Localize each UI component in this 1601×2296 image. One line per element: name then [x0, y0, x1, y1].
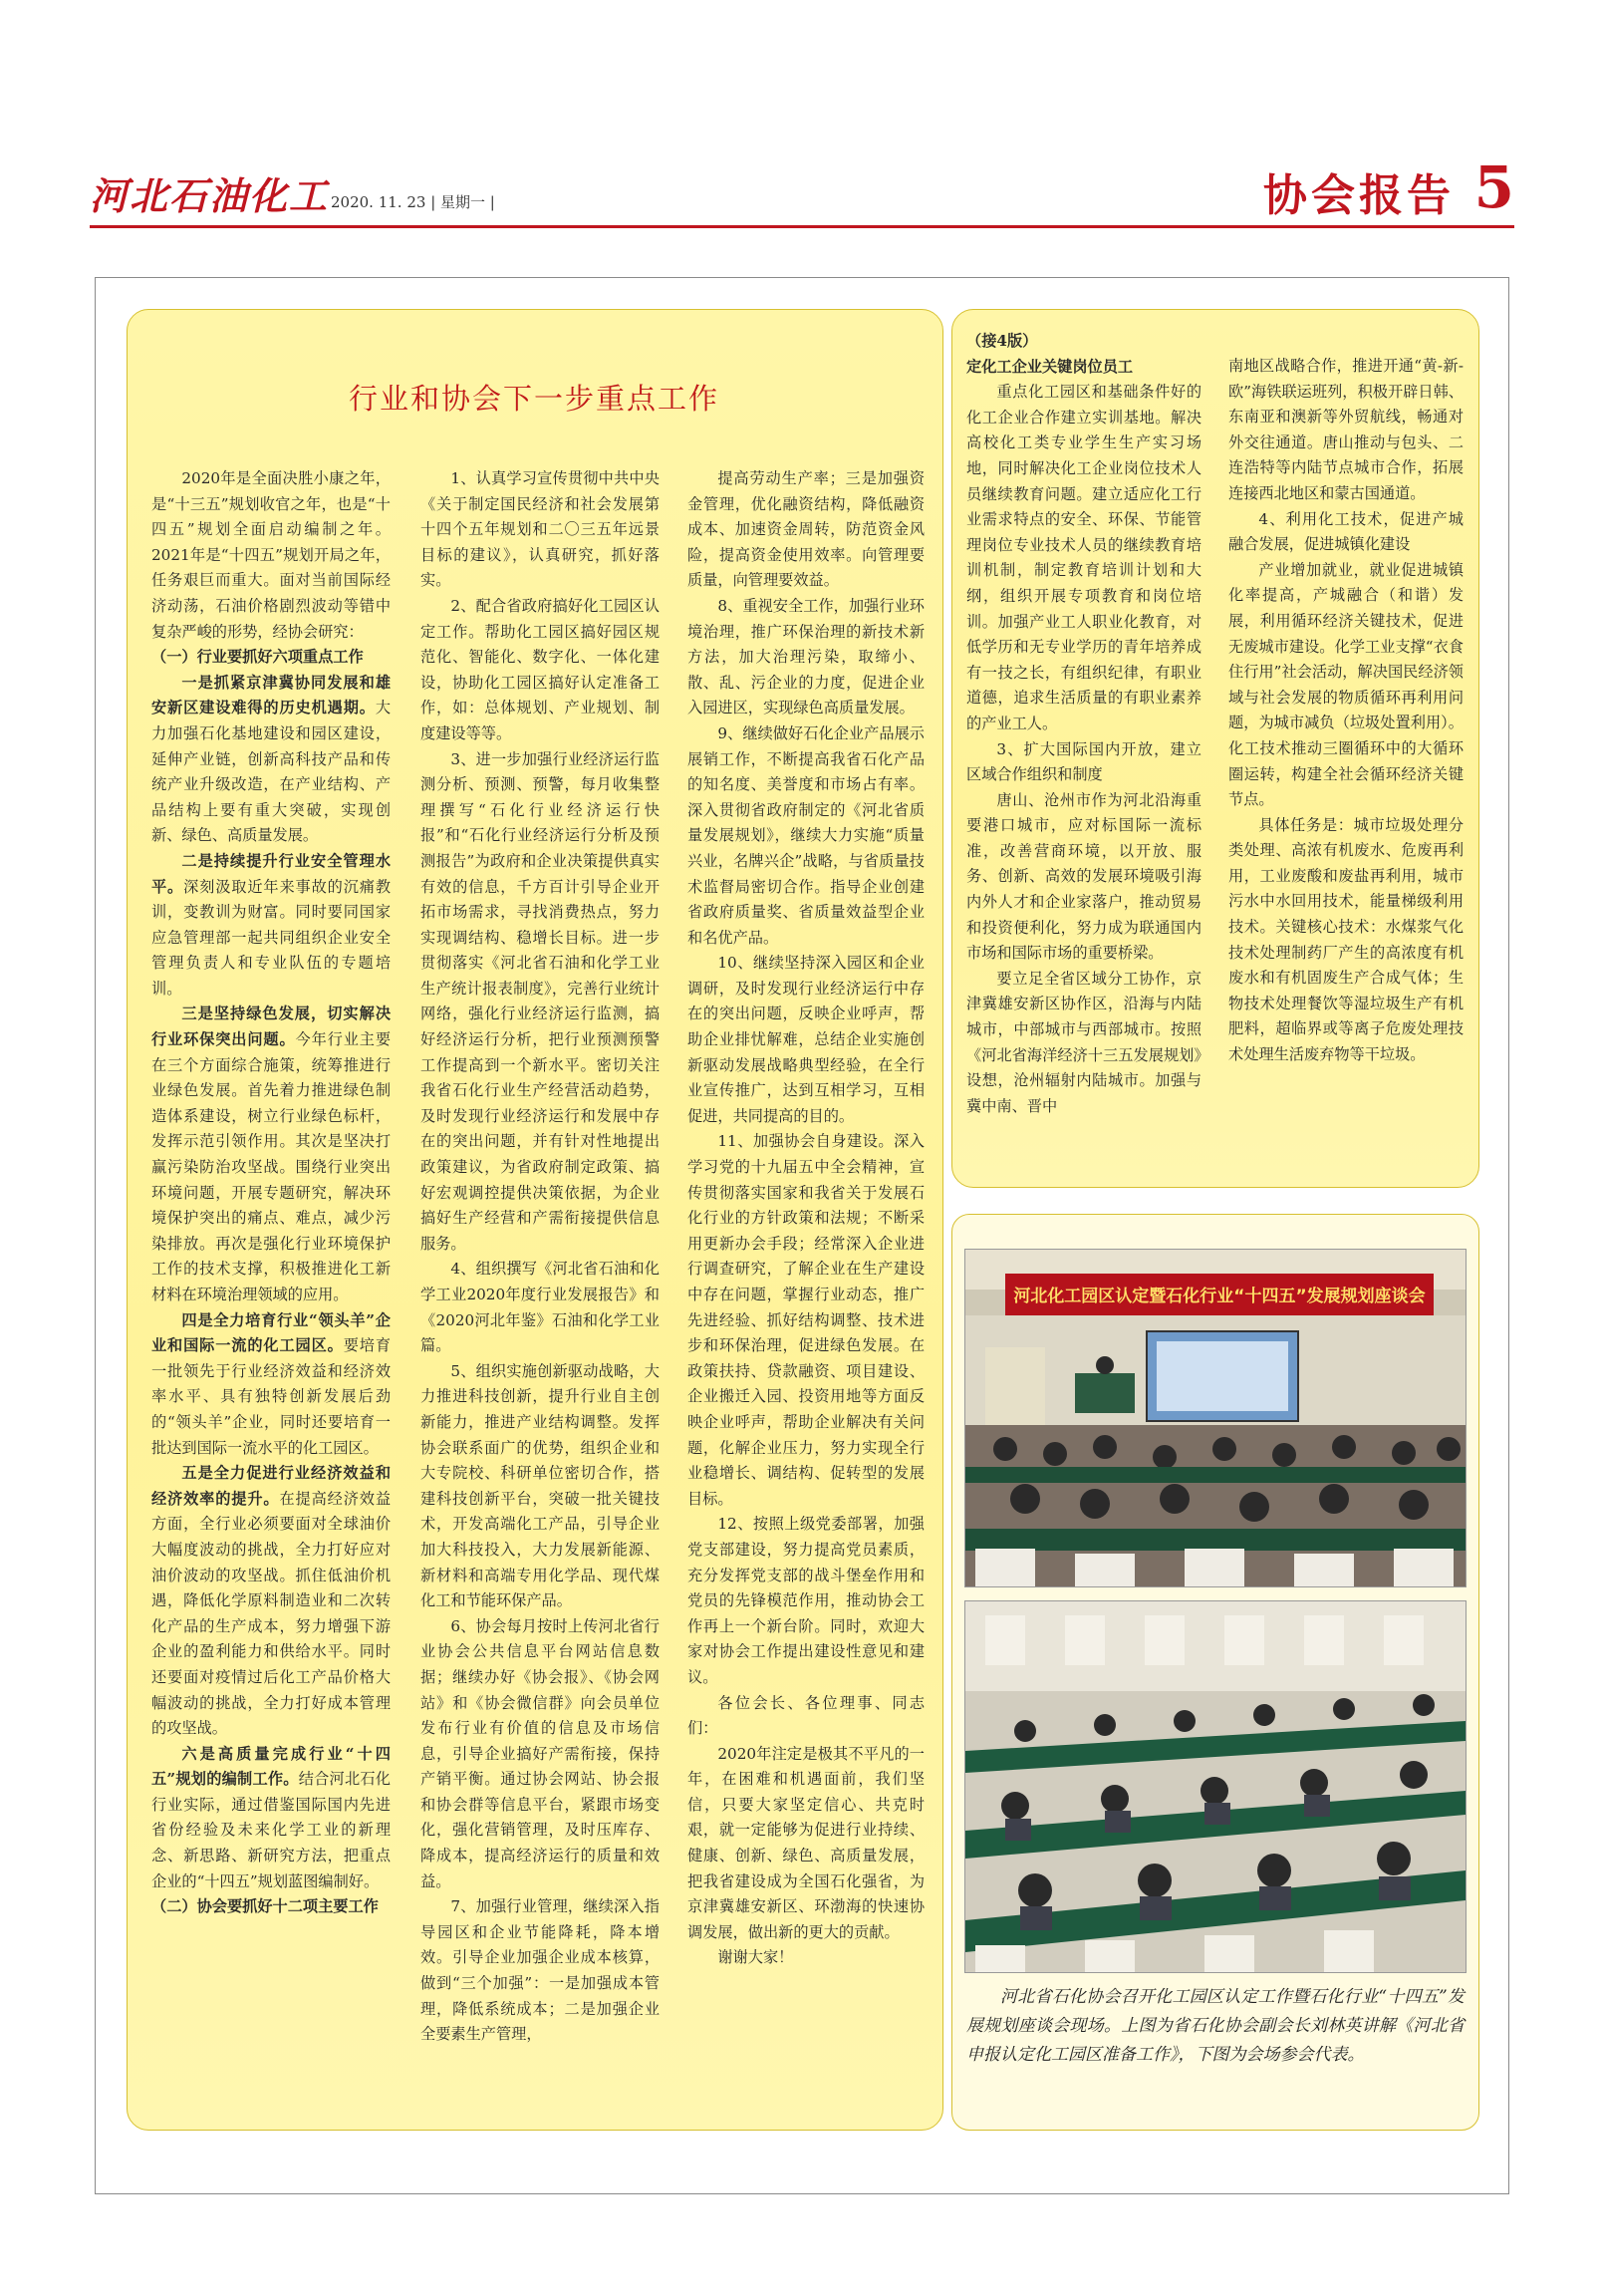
- photo-caption-text: 河北省石化协会召开化工园区认定工作暨石化行业“十四五”发展规划座谈会现场。上图为省石化协会副会长刘林英讲解《河北省申报认定化工园区准备工作》，下图为会场参会代表。: [966, 1987, 1465, 2065]
- paragraph: 具体任务是：城市垃圾处理分类处理、高浓有机废水、危废再利用，工业废酸和废盐再利用，城市污水中水回用技术，能量梯级利用技术。关键核心技术：水煤浆气化技术处理制药厂产生的高浓度有机废水和有机固废生产合成气体；生物技术处理餐饮等湿垃圾生产有机肥料，超临界或等离子危废处理技术处理生活废弃物等干垃圾。: [1228, 815, 1464, 1064]
- paragraph-body: 深刻汲取近年来事故的沉痛教训，变教训为财富。同时要同国家应急管理部一起共同组织企业安全管理负责人和专业队伍的专题培训。: [151, 877, 392, 998]
- paragraph: 2、配合省政府搞好化工园区认定工作。帮助化工园区搞好园区规范化、智能化、数字化、一体化建设，协助化工园区搞好认定准备工作，如：总体规划、产业规划、制度建设等等。: [420, 596, 660, 742]
- paragraph-body: 在提高经济效益方面，全行业必须要面对全球油价大幅度波动的挑战，全力打好应对油价波动的攻坚战。抓住低油价机遇，降低化学原料制造业和二次转化产品的生产成本，努力增强下游企业的盈利能力和供给水平。同时还要面对疫情过后化工产品价格大幅波动的挑战，全力打好成本管理的攻坚战。: [151, 1489, 392, 1738]
- paragraph: 4、利用化工技术，促进产城融合发展，促进城镇化建设: [1228, 509, 1464, 554]
- meeting-speaker-image: [965, 1250, 1466, 1586]
- section-heading: （二）协会要抓好十二项主要工作: [151, 1897, 379, 1916]
- continued-column-2: [1228, 354, 1464, 1068]
- article-column-1: [151, 466, 391, 1920]
- section-title: 协会报告: [1263, 170, 1455, 221]
- paragraph-lead: 五是全力促进行业经济效益和经济效率的提升。: [151, 1464, 391, 1508]
- paragraph: 8、重视安全工作，加强行业环境治理，推广环保治理的新技术新方法，加大治理污染，取缔小、散、乱、污企业的力度，促进企业入园进区，实现绿色高质量发展。: [687, 596, 925, 718]
- paragraph-body: 大力加强石化基地建设和园区建设，延伸产业链，创新高科技产品和传统产业升级改造，在产业结构、产品结构上要有重大突破，实现创新、绿色、高质量发展。: [151, 699, 391, 845]
- paragraph: 6、协会每月按时上传河北省行业协会公共信息平台网站信息数据；继续办好《协会报》、《协会网站》和《协会微信群》向会员单位发布行业有价值的信息及市场信息，引导企业搞好产需衔接，保持产销平衡。通过协会网站、协会报和协会群等信息平台，紧跟市场变化，强化营销管理，及时压库存、降成本，提高经济运行的质量和效益。: [420, 1616, 660, 1890]
- section-heading: 定化工企业关键岗位员工: [966, 357, 1134, 376]
- paragraph: [151, 671, 391, 849]
- paragraph: 产业增加就业，就业促进城镇化率提高，产城融合（和谐）发展，利用循环经济关键技术，促进无废城市建设。化学工业支撑“衣食住行用”社会活动，解决国民经济领域与社会发展的物质循环再利用问题，为城市减负（垃圾处置利用）。化工技术推动三圈循环中的大循环圈运转，构建全社会循环经济关键节点。: [1228, 560, 1464, 809]
- article-title: 行业和协会下一步重点工作: [348, 382, 719, 416]
- paragraph: 提高劳动生产率；三是加强资金管理，优化融资结构，降低融资成本、加速资金周转，防范资金风险，提高资金使用效率。向管理要质量，向管理要效益。: [687, 469, 925, 590]
- paragraph-lead: 六是高质量完成行业“十四五”规划的编制工作。: [151, 1744, 391, 1789]
- meeting-audience-photo: [964, 1600, 1467, 1973]
- paragraph: 4、组织撰写《河北省石油和化学工业2020年度行业发展报告》和《2020河北年鉴》石油和化学工业篇。: [420, 1260, 660, 1355]
- paragraph: 12、按照上级党委部署，加强党支部建设，努力提高党员素质，充分发挥党支部的战斗堡垒作用和党员的先锋模范作用，推动协会工作再上一个新台阶。同时，欢迎大家对协会工作提出建设性意见和建议。: [687, 1515, 925, 1686]
- paragraph: [151, 1002, 391, 1307]
- paragraph: 重点化工园区和基础条件好的化工企业合作建立实训基地。解决高校化工类专业学生生产实习场地，同时解决化工企业岗位技术人员继续教育问题。建立适应化工行业需求特点的安全、环保、节能管理岗位专业技术人员的继续教育培训机制，制定教育培训计划和大纲，组织开展专项教育和岗位培训。加强产业工人职业化教育，对低学历和无专业学历的青年培养成有一技之长，有组织纪律，有职业道德，追求生活质量的有职业素养的产业工人。: [966, 383, 1201, 732]
- paragraph: [151, 1742, 391, 1895]
- paragraph: 11、加强协会自身建设。深入学习党的十九届五中全会精神，宣传贯彻落实国家和我省关于发展石化行业的方针政策和法规；不断采用更新办会手段；经常深入企业进行调查研究，了解企业在生产建设中存在问题，掌握行业动态，推广先进经验、抓好结构调整、技术进步和环保治理，促进绿色发展。在政策扶持、贷款融资、项目建设、企业搬迁入园、投资用地等方面反映企业呼声，帮助企业解决有关问题，化解企业压力，努力实现全行业稳增长、调结构、促转型的发展目标。: [687, 1132, 925, 1508]
- meeting-speaker-photo: [964, 1249, 1467, 1587]
- paragraph: 要立足全省区域分工协作，京津冀雄安新区协作区，沿海与内陆城市，中部城市与西部城市。按照《河北省海洋经济十三五发展规划》设想，沧州辐射内陆城市。加强与冀中南、晋中: [966, 969, 1201, 1115]
- newspaper-logo: 河北石油化工: [90, 173, 330, 218]
- paragraph: 各位会长、各位理事、同志们：: [687, 1693, 925, 1738]
- paragraph: 9、继续做好石化企业产品展示展销工作，不断提高我省石化产品的知名度、美誉度和市场占有率。深入贯彻省政府制定的《河北省质量发展规划》，继续大力实施“质量兴业，名牌兴企”战略，与省质量技术监督局密切合作。指导企业创建省政府质量奖、省质量效益型企业和名优产品。: [687, 723, 925, 947]
- paragraph: [151, 1461, 391, 1742]
- article-column-2: [420, 466, 660, 2048]
- paragraph-body: 要培育一批领先于行业经济效益和经济效率水平、具有独特创新发展后劲的“领头羊”企业，同时还要培育一批达到国际一流水平的化工园区。: [151, 1336, 392, 1457]
- article-column-3: [687, 466, 925, 1971]
- paragraph-body: 结合河北石化行业实际，通过借鉴国际国内先进省份经验及未来化学工业的新理念、新思路、新研究方法，把重点企业的“十四五”规划蓝图编制好。: [151, 1770, 391, 1890]
- photo-caption: [966, 1983, 1465, 2070]
- paragraph-lead: 一是抓紧京津冀协同发展和雄安新区建设难得的历史机遇期。: [151, 673, 391, 718]
- paragraph: 7、加强行业管理，继续深入指导园区和企业节能降耗，降本增效。引导企业加强企业成本核算，做到“三个加强”：一是加强成本管理，降低系统成本；二是加强企业全要素生产管理，: [420, 1897, 660, 2044]
- issue-date: 2020. 11. 23 | 星期一 |: [331, 193, 495, 211]
- continued-column-1: [966, 329, 1201, 1119]
- meeting-banner: 河北化工园区认定暨石化行业“十四五”发展规划座谈会: [1013, 1287, 1426, 1306]
- paragraph: 谢谢大家！: [717, 1948, 794, 1967]
- paragraph-lead: 二是持续提升行业安全管理水平。: [151, 851, 391, 896]
- page-number: 5: [1473, 153, 1514, 221]
- masthead: [90, 153, 1514, 221]
- masthead-rule: [90, 225, 1514, 228]
- paragraph: [151, 1308, 391, 1462]
- paragraph: 3、扩大国际国内开放，建立区域合作组织和制度: [966, 739, 1201, 784]
- paragraph: 5、组织实施创新驱动战略，大力推进科技创新，提升行业自主创新能力，推进产业结构调整。发挥协会联系面广的优势，组织企业和大专院校、科研单位密切合作，搭建科技创新平台，突破一批关键技术，开发高端化工产品，引导企业加大科技投入，大力发展新能源、新材料和高端专用化学品、现代煤化工和节能环保产品。: [420, 1361, 660, 1610]
- paragraph-lead: 四是全力培育行业“领头羊”企业和国际一流的化工园区。: [151, 1310, 391, 1355]
- paragraph-body: 今年行业主要在三个方面综合施策，统筹推进行业绿色发展。首先着力推进绿色制造体系建设，树立行业绿色标杆，发挥示范引领作用。其次是坚决打赢污染防治攻坚战。围绕行业突出环境问题，开展专题研究，解决环境保护突出的痛点、难点，减少污染排放。再次是强化行业环境保护工作的技术支撑，积极推进化工新材料在环境治理领域的应用。: [151, 1030, 392, 1303]
- paragraph: 3、进一步加强行业经济运行监测分析、预测、预警，每月收集整理撰写“石化行业经济运行快报”和“石化行业经济运行分析及预测报告”为政府和企业决策提供真实有效的信息，千方百计引导企业开拓市场需求，寻找消费热点，努力实现调结构、稳增长目标。进一步贯彻落实《河北省石油和化学工业生产统计报表制度》，完善行业统计网络，强化行业经济运行监测，搞好经济运行分析，把行业预测预警工作提高到一个新水平。密切关注我省石化行业生产经营活动趋势，及时发现行业经济运行和发展中存在的突出问题，并有针对性地提出政策建议，为省政府制定政策、搞好宏观调控提供决策依据，为企业搞好生产经营和产需衔接提供信息服务。: [420, 749, 660, 1253]
- continued-from-note: （接4版）: [966, 332, 1038, 350]
- paragraph: 2020年注定是极其不平凡的一年，在困难和机遇面前，我们坚信，只要大家坚定信心、共克时艰，就一定能够为促进行业持续、健康、创新、绿色、高质量发展，把我省建设成为全国石化强省，为京津冀雄安新区、环渤海的快速协调发展，做出新的更大的贡献。: [687, 1744, 925, 1941]
- paragraph: 2020年是全面决胜小康之年，是“十三五”规划收官之年，也是“十四五”规划全面启动编制之年。2021年是“十四五”规划开局之年，任务艰巨而重大。面对当前国际经济动荡，石油价格剧烈波动等错中复杂严峻的形势，经协会研究：: [151, 469, 391, 641]
- meeting-audience-image: [965, 1601, 1466, 1972]
- paragraph-lead: 三是坚持绿色发展，切实解决行业环保突出问题。: [151, 1004, 391, 1049]
- paragraph: 南地区战略合作，推进开通“黄-新-欧”海铁联运班列，积极开辟日韩、东南亚和澳新等外贸航线，畅通对外交往通道。唐山推动与包头、二连浩特等内陆节点城市合作，拓展连接西北地区和蒙古国通道。: [1228, 357, 1464, 502]
- section-heading: （一）行业要抓好六项重点工作: [151, 648, 364, 667]
- paragraph: 10、继续坚持深入园区和企业调研，及时发现行业经济运行中存在的突出问题，反映企业呼声，帮助企业排忧解难，总结企业实施创新驱动发展战略典型经验，在全行业宣传推广，达到互相学习，互相促进，共同提高的目的。: [687, 954, 925, 1125]
- paragraph: 唐山、沧州市作为河北沿海重要港口城市，应对标国际一流标准，改善营商环境，以开放、服务、创新、高效的发展环境吸引海内外人才和企业家落户，推动贸易和投资便利化，努力成为联通国内市场和国际市场的重要桥梁。: [966, 790, 1201, 963]
- paragraph: [151, 849, 391, 1003]
- paragraph: 1、认真学习宣传贯彻中共中央《关于制定国民经济和社会发展第十四个五年规划和二〇三五年远景目标的建议》，认真研究，抓好落实。: [420, 469, 660, 590]
